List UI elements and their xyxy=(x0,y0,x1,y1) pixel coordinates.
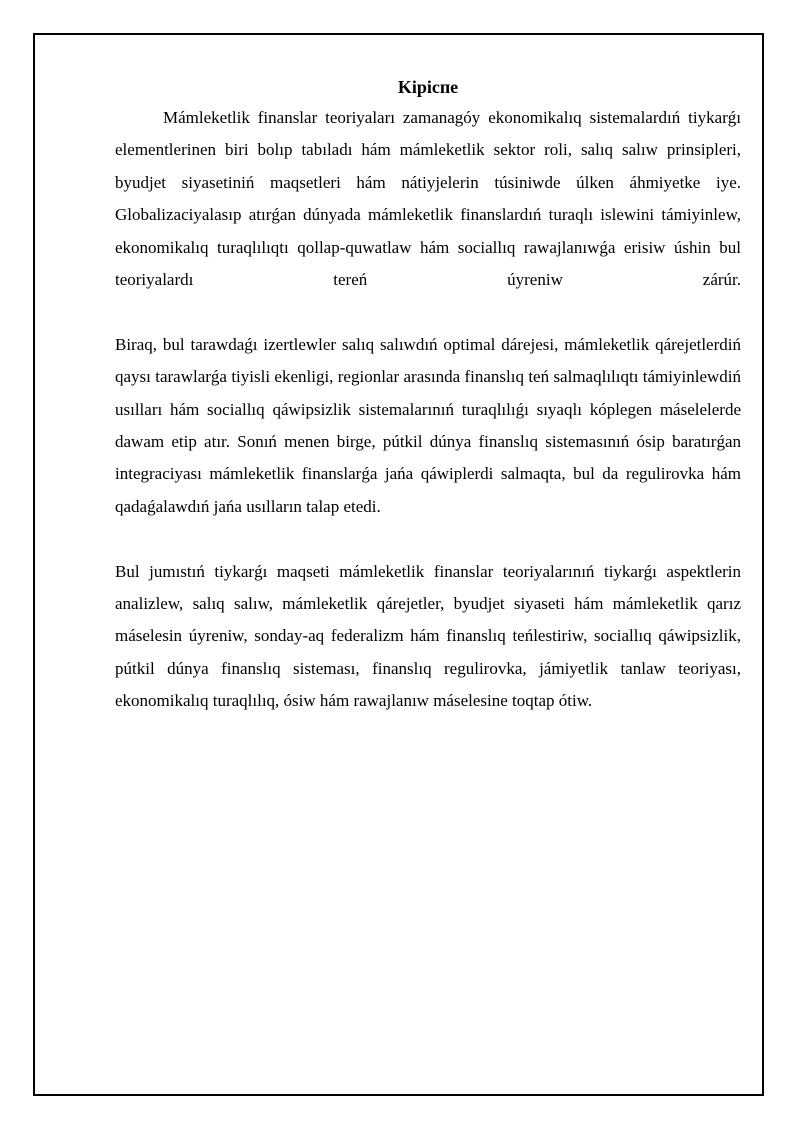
paragraph-spacer xyxy=(115,296,741,328)
paragraph-spacer xyxy=(115,523,741,555)
document-body xyxy=(115,72,741,718)
paragraph-goal: Bul jumıstıń tiykarǵı maqseti mámleketlik finanslar teoriyalarınıń tiykarǵı aspektlerin analizlew, salıq salıw, mámleketlik qárejetler, byudjet siyaseti hám mámleketlik qarız máselesin úyreniw, sonday-aq federalizm hám finanslıq teńlestiriw, sociallıq qáwipsizlik, pútkil dúnya finanslıq sisteması, finanslıq regulirovka, jámiyetlik tanlaw teoriyası, ekonomikalıq turaqlılıq, ósiw hám rawajlanıw máselesine toqtap ótiw. xyxy=(115,561,741,711)
paragraph-research: Biraq, bul tarawdaǵı izertlewler salıq salıwdıń optimal dárejesi, mámleketlik qárejetlerdiń qaysı tarawlarǵa tiyisli ekenligi, regionlar arasında finanslıq teń salmaqlılıqtı támiyinlewdiń usılları hám sociallıq qáwipsizlik sistemalarınıń turaqlılıǵı sıyaqlı kóplegen máselelerde dawam etip atır. Sonıń menen birge, pútkil dúnya finanslıq sistemasınıń ósip baratırǵan integraciyası mámleketlik finanslarǵa jańa qáwiplerdi salmaqta, bul da regulirovka hám qadaǵalawdıń jańa usılların talap etedi. xyxy=(115,334,741,516)
document-title: Kipicпe xyxy=(397,77,459,97)
paragraph-intro: Mámleketlik finanslar teoriyaları zamanagóy ekonomikalıq sistemalardıń tiykarǵı elementlerinen biri bolıp tabıladı hám mámleketlik sektor roli, salıq salıw prinsipleri, byudjet siyasetiniń maqsetleri hám nátiyjelerin túsiniwde úlken áhmiyetke iye. Globalizaciyalasıp atırǵan dúnyada mámleketlik finanslardıń turaqlı islewini támiyinlew, ekonomikalıq turaqlılıqtı qollap-quwatlaw hám sociallıq rawajlanıwǵa erisiw úshin bul teoriyalardı tereń úyreniw zárúr. xyxy=(115,108,741,290)
